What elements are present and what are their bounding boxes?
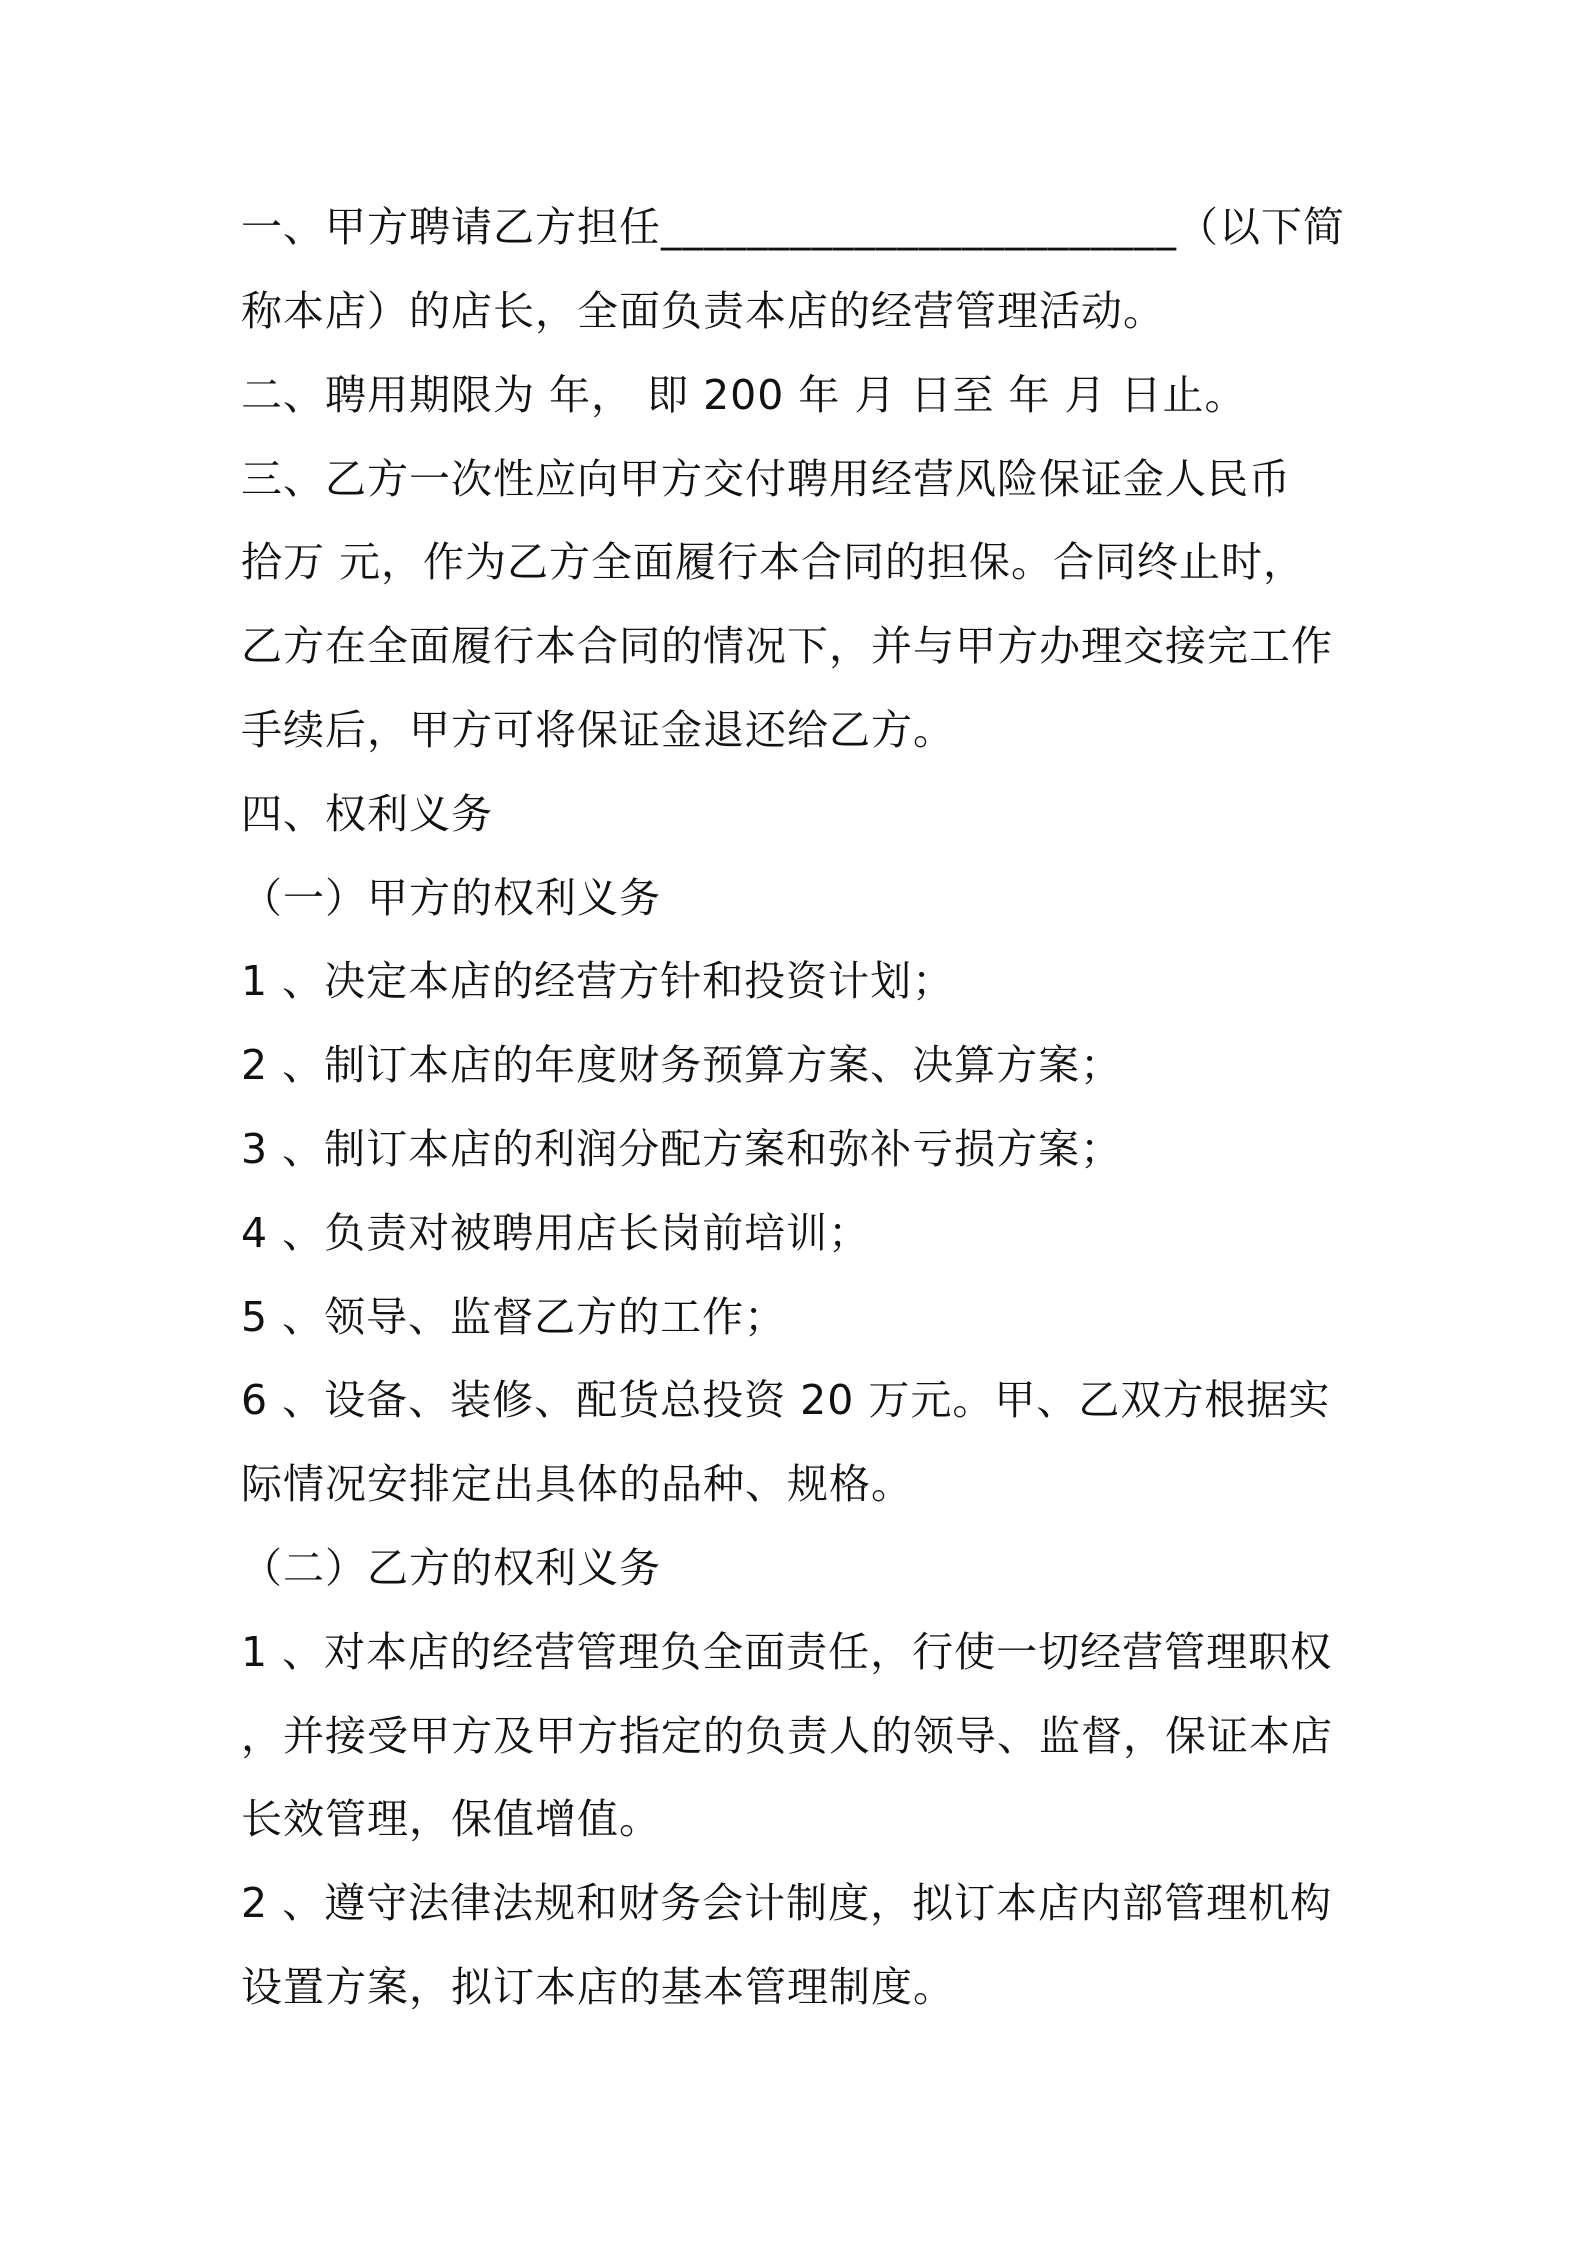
clause-1-line-2: 称本店）的店长，全面负责本店的经营管理活动。 <box>241 287 1165 335</box>
party-b-item-1-line-1: 1 、对本店的经营管理负全面责任，行使一切经营管理职权 <box>241 1628 1333 1676</box>
subsection-party-a-heading: （一）甲方的权利义务 <box>241 874 661 922</box>
clause-3-line-4: 手续后，甲方可将保证金退还给乙方。 <box>241 706 955 754</box>
party-a-item-6-line-1: 6 、设备、装修、配货总投资 20 万元。甲、乙双方根据实 <box>241 1376 1331 1424</box>
party-a-item-3: 3 、制订本店的利润分配方案和弥补亏损方案； <box>241 1125 1123 1173</box>
party-a-item-5: 5 、领导、监督乙方的工作； <box>241 1293 787 1341</box>
party-b-item-2-line-1: 2 、遵守法律法规和财务会计制度，拟订本店内部管理机构 <box>241 1879 1333 1927</box>
clause-3-line-2: 拾万 元，作为乙方全面履行本合同的担保。合同终止时， <box>241 538 1306 586</box>
party-b-item-1-line-2: ，并接受甲方及甲方指定的负责人的领导、监督，保证本店 <box>241 1712 1333 1760</box>
party-b-item-1-line-3: 长效管理，保值增值。 <box>241 1795 661 1843</box>
clause-1-line-1: 一、甲方聘请乙方担任________________________（以下简 <box>241 203 1345 251</box>
party-a-item-1: 1 、决定本店的经营方针和投资计划； <box>241 957 955 1005</box>
clause-2-line: 二、聘用期限为 年， 即 200 年 月 日至 年 月 日止。 <box>241 371 1247 419</box>
party-a-item-2: 2 、制订本店的年度财务预算方案、决算方案； <box>241 1041 1123 1089</box>
subsection-party-b-heading: （二）乙方的权利义务 <box>241 1544 661 1592</box>
party-a-item-4: 4 、负责对被聘用店长岗前培训； <box>241 1209 871 1257</box>
party-b-item-2-line-2: 设置方案，拟订本店的基本管理制度。 <box>241 1963 955 2011</box>
clause-3-line-3: 乙方在全面履行本合同的情况下，并与甲方办理交接完工作 <box>241 622 1333 670</box>
party-a-item-6-line-2: 际情况安排定出具体的品种、规格。 <box>241 1460 913 1508</box>
section-4-heading: 四、权利义务 <box>241 790 493 838</box>
clause-3-line-1: 三、乙方一次性应向甲方交付聘用经营风险保证金人民币 <box>241 455 1291 503</box>
